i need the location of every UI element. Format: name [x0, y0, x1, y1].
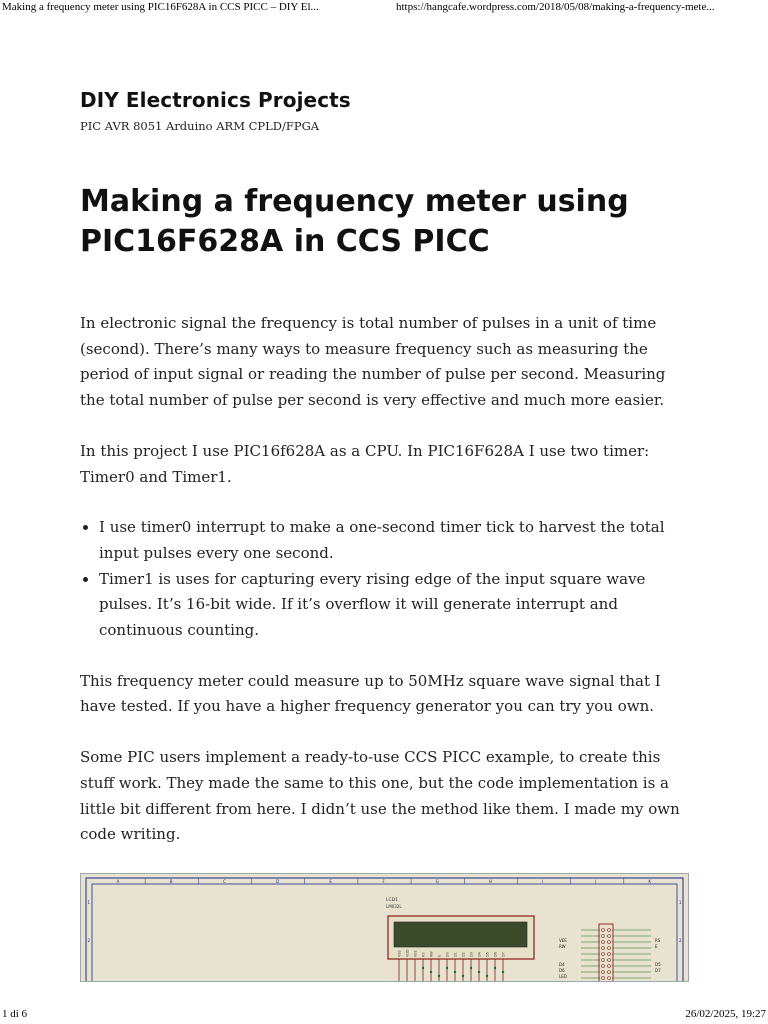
schematic-image — [80, 873, 689, 982]
post-content — [80, 311, 692, 873]
paragraph: Some PIC users implement a ready-to-use CCS PICC example, to create this stuff work. They made the same to this one, but the code implementation is a little bit different from here. I didn’t use the method like them. I made my own code writing. — [80, 748, 680, 844]
wire-junction — [478, 971, 480, 973]
wire-junction — [438, 975, 440, 977]
frame-number: 2 — [87, 938, 91, 943]
lcd-pin-label: RS — [421, 952, 426, 957]
connector-label: D7 — [655, 968, 661, 973]
connector-label: RW — [559, 944, 566, 949]
wire-junction — [454, 971, 456, 973]
lcd-pin-label: E — [437, 954, 442, 957]
site-title[interactable]: DIY Electronics Projects — [80, 88, 351, 112]
connector-label: LED — [559, 974, 567, 979]
wire-junction — [494, 967, 496, 969]
connector-label: VEE — [559, 938, 567, 943]
connector-label: RS — [655, 938, 661, 943]
wire-junction — [462, 975, 464, 977]
print-page-number: 1 di 6 — [2, 1008, 28, 1020]
lcd-model-label: LM032L — [386, 904, 402, 909]
lcd-pin-label: VSS — [397, 950, 402, 957]
connector-pins — [581, 929, 651, 980]
frame-letter: C — [222, 879, 226, 884]
wire-junction — [446, 967, 448, 969]
sheet-background — [81, 874, 688, 981]
frame-letter: B — [169, 879, 173, 884]
frame-number: 1 — [87, 900, 91, 905]
paragraph: This frequency meter could measure up to 50MHz square wave signal that I have tested. If you have a higher frequency generator you can try you own. — [80, 671, 661, 716]
lcd-pin-label: VEE — [413, 950, 418, 957]
lcd-pin-label: D3 — [469, 952, 474, 957]
lcd-pin-label: D1 — [453, 952, 458, 957]
list-item: • Timer1 is uses for capturing every rising edge of the input square wave pulses. It’s 16-bit wide. If it’s overflow it will generate interrupt and continuous counting. — [99, 567, 692, 644]
frame-letter: J — [595, 879, 597, 884]
print-timestamp: 26/02/2025, 19:27 — [685, 1008, 766, 1020]
lcd-pin-label: D7 — [501, 952, 506, 957]
frame-letter: H — [488, 879, 492, 884]
lcd-screen — [394, 922, 527, 947]
connector-label: D6 — [559, 968, 565, 973]
print-header — [0, 0, 768, 16]
frame-letter: K — [648, 879, 652, 884]
wire-junction — [486, 975, 488, 977]
lcd-pin-label: D2 — [461, 952, 466, 957]
lcd-pin-label: D0 — [445, 952, 450, 957]
wire-junction — [430, 971, 432, 973]
frame-letter: D — [276, 879, 280, 884]
print-footer — [0, 1006, 768, 1024]
lcd-pin-label: D6 — [493, 952, 498, 957]
lcd-ref-label: LCD1 — [386, 898, 398, 903]
print-url[interactable]: https://hangcafe.wordpress.com/2018/05/08/making-a-frequency-mete... — [396, 1, 715, 13]
connector-label: E — [655, 944, 658, 949]
lcd-pin-label: D4 — [477, 952, 482, 957]
frame-letter: I — [542, 879, 544, 884]
frame-letter: A — [116, 879, 120, 884]
paragraph: In electronic signal the frequency is total number of pulses in a unit of time (second). There’s many ways to measure frequency such as measuring the period of input signal or reading the number of pulse per second. Measuring the total number of pulse per second is very effective and much more easier. — [80, 314, 666, 410]
frame-letter: G — [435, 879, 439, 884]
frame-number: 2 — [679, 938, 682, 943]
frame-letter: E — [329, 879, 332, 884]
post-title: Making a frequency meter using PIC16F628A in CCS PICC — [80, 184, 629, 259]
print-page-title: Making a frequency meter using PIC16F628A in CCS PICC – DIY El... — [2, 1, 319, 13]
connector-label: D5 — [655, 962, 661, 967]
site-tagline: PIC AVR 8051 Arduino ARM CPLD/FPGA — [80, 119, 320, 133]
lcd-pin-label: RW — [429, 951, 434, 957]
frame-letter: F — [382, 879, 385, 884]
timer-list — [80, 515, 692, 644]
schematic-drawing — [81, 874, 688, 981]
lcd-pin-label: D5 — [485, 952, 490, 957]
wire-junction — [470, 967, 472, 969]
list-item: • I use timer0 interrupt to make a one-second timer tick to harvest the total input pulses every one second. — [99, 515, 692, 566]
lcd-pin-label: VDD — [405, 949, 410, 957]
wire-junction — [422, 967, 424, 969]
frame-number: 1 — [679, 900, 682, 905]
connector-label: D4 — [559, 962, 565, 967]
wire-junction — [502, 971, 504, 973]
paragraph: In this project I use PIC16f628A as a CPU. In PIC16F628A I use two timer: Timer0 and Timer1. — [80, 441, 650, 486]
